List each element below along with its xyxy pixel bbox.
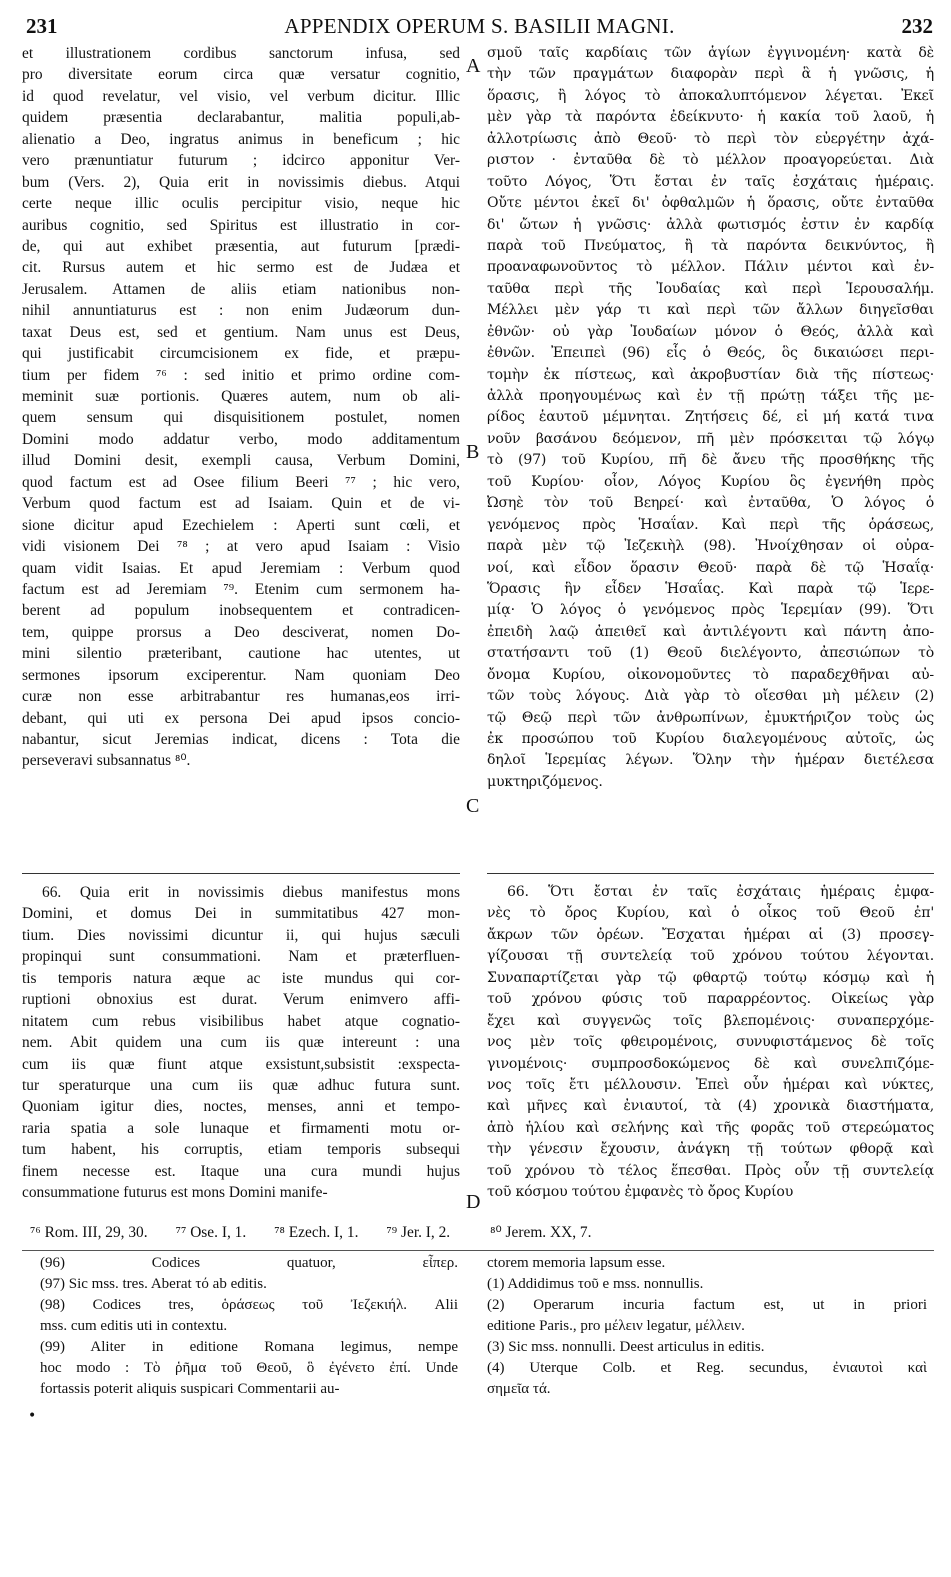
latin-line: illud Domini desit, exempli causa, Verbum Domini, xyxy=(22,452,460,470)
footnote-rule xyxy=(22,1250,934,1251)
latin-line: mini silentio præteribant, cautione hac utentes, ut xyxy=(22,645,460,663)
greek-line: γινομένοις· συμπροσδοκώμενος δὲ καὶ συνελπιζόμε- xyxy=(487,1055,934,1072)
latin-line: meminit suæ portionis. Quæres autem, num ob ali- xyxy=(22,388,460,405)
greek-line: καὶ μῆνες καὶ ἐνιαυτοί, τὰ (4) χρονικὰ διαστήματα, xyxy=(487,1098,934,1115)
scripture-reference: ⁷⁶ Rom. III, 29, 30. xyxy=(30,1224,148,1241)
greek-line: παρὰ τοῦ Πνεύματος, ἢ τὰ παρόντα δεικνύντος, ἢ xyxy=(487,237,934,254)
latin-line: quod factum est ad Osee filium Beeri ⁷⁷ ; hic vero, xyxy=(22,473,460,491)
greek-line: δηλοῖ Ἱερεμίας λέγων. Ὅλην τὴν ἡμέραν διετέλεσα xyxy=(487,752,934,769)
critical-notes-left xyxy=(40,1253,458,1400)
latin-line: consummatione futurus est mons Domini manife- xyxy=(22,1184,328,1202)
greek-line: τοῦ χρόνου τὸ τέλος ἕπεσθαι. Πρὸς οὖν τῇ συντελείᾳ xyxy=(487,1162,934,1179)
greek-line: στατήσαντι τοῦ (1) Θεοῦ διελέγοντο, ἀπεσιώπων τὸ xyxy=(487,645,934,662)
page-number-right: 232 xyxy=(901,14,933,38)
greek-line: γίζουσαι τῇ συντελείᾳ τοῦ χρόνου τούτου λέγονται. xyxy=(487,948,934,965)
margin-marker-d: D xyxy=(466,1191,481,1213)
latin-line: qui justificabit circumcisionem ex fide, et præpu- xyxy=(22,345,460,363)
greek-line: ἐκ προσώπου τοῦ Κυρίου διαλεγομένους αὐτοῖς, ὡς xyxy=(487,731,934,747)
greek-line: ἀλλοτρίωσις ἀπὸ Θεοῦ· τὸ περὶ τὸν εὐεργέτην ἀχά- xyxy=(487,130,934,147)
latin-line: quam vidit Isaias. Et apud Jeremiam : Verbum quod xyxy=(22,559,460,577)
note-line: hoc modo : Τὸ ῥῆμα τοῦ Θεοῦ, ὃ ἐγένετο ἐπί. Unde xyxy=(40,1360,458,1376)
latin-line: curæ non esse arbitrabantur res humanas,eos irri- xyxy=(22,688,460,706)
scripture-references xyxy=(30,1222,930,1244)
greek-line: Ὅρασις ἣν εἶδεν Ἡσαΐας. Καὶ παρὰ τῷ Ἱερε- xyxy=(487,580,934,597)
latin-line: nitatem cum rebus visibilibus habet atque cognatio- xyxy=(22,1012,460,1030)
greek-line: τὴν γένεσιν ἔχουσιν, ἀνάγκη τῇ τούτων φθορᾷ καὶ xyxy=(487,1141,934,1158)
greek-line: παρὰ μὲν τῷ Ἰεζεκιὴλ (98). Ἠνοίχθησαν οἱ οὐρα- xyxy=(487,538,934,555)
greek-section-66 xyxy=(487,882,934,1204)
greek-line: νοῦν βασάνου δεόμενον, πῆ μὲν πρόσκειται τῷ λόγῳ xyxy=(487,430,934,447)
latin-text-column xyxy=(22,43,460,772)
running-header xyxy=(26,14,933,44)
latin-line: et illustrationem cordibus sanctorum infusa, sed xyxy=(22,45,460,62)
greek-line: Οὔτε μέντοι ἐκεῖ δι' ὀφθαλμῶν ἡ ὅρασις, οὔτε ἐνταῦθα xyxy=(487,195,934,212)
latin-line: tium per fidem ⁷⁶ : sed initio et primo ordine com- xyxy=(22,366,460,384)
latin-line: sione dicitur apud Ezechielem : Aperti sunt cœli, et xyxy=(22,516,460,534)
latin-line: 66. Quia erit in novissimis diebus manifestus mons xyxy=(42,884,460,901)
greek-line: μὲν γὰρ τὰ παρόντα ἐδείκνυτο· ἡ κακία τοῦ λαοῦ, ἡ xyxy=(487,109,934,126)
latin-line: Verbum quod factum est ad Isaiam. Quin et de vi- xyxy=(22,495,460,513)
latin-line: id quod revelatur, vel visio, vel verbum dicitur. Illic xyxy=(22,87,460,105)
latin-line: Jerusalem. Attamen de aliis etiam nationibus non- xyxy=(22,280,460,298)
page-number-left: 231 xyxy=(26,14,58,38)
note-line: (2) Operarum incuria factum est, ut in priori xyxy=(487,1297,927,1313)
greek-line: τῷ Θεῷ περὶ τῶν ἀνθρωπίνων, ἐμυκτήριζον τοὺς ὡς xyxy=(487,709,934,726)
latin-line: pro diversitate eorum circa quæ versatur cognitio, xyxy=(22,66,460,84)
greek-line: σμοῦ ταῖς καρδίαις τῶν ἁγίων ἐγγινομένη· κατὰ δὲ xyxy=(487,45,934,61)
latin-line: Domini modo addatur verbo, modo additamentum xyxy=(22,430,460,448)
greek-line: τοῦτο Λόγος, Ὅτι ἔσται ἐν ταῖς ἐσχάταις ἡμέραις. xyxy=(487,173,934,190)
latin-line: tis temporis natura æque ac iste mundus qui cor- xyxy=(22,969,460,987)
greek-text-column xyxy=(487,43,934,793)
greek-line: μυκτηριζόμενος. xyxy=(487,773,603,790)
section-divider-left xyxy=(22,873,460,874)
latin-line: debant, qui uti ex persona Dei apud ipsos concio- xyxy=(22,709,460,727)
greek-line: ἐθνῶν. Ἐπειπεὶ (96) εἷς ὁ Θεός, ὃς δικαιώσει περι- xyxy=(487,345,934,362)
greek-line: ἀπὸ ἡλίου καὶ σελήνης καὶ τῆς φορᾶς τοῦ στερεώματος xyxy=(487,1119,934,1136)
greek-line: Ὠσηὲ τὸν τοῦ Βεηρεί· καὶ ἐνταῦθα, Ὁ λόγος ὁ xyxy=(487,495,934,512)
greek-line: ἀλλὰ προηγουμένως καὶ ἐν τῇ πρώτῃ τάξει τῆς με- xyxy=(487,388,934,404)
latin-line: taxat Deus est, sed et gentium. Nam unus est Deus, xyxy=(22,323,460,341)
critical-notes-right xyxy=(487,1253,927,1400)
greek-line: Μέλλει μὲν γάρ τι καὶ περὶ τῶν ἄλλων διηγεῖσθαι xyxy=(487,302,934,319)
latin-line: quem sensum qui disquisitionem postulet, nomen xyxy=(22,409,460,427)
printer-mark: • xyxy=(28,1408,37,1424)
greek-line: τὸ (97) τοῦ Κυρίου, πῆ δὲ ἄνευ τῆς προσθήκης τῆς xyxy=(487,452,934,469)
latin-line: nihil annuntiaturus est : non enim Judæorum dun- xyxy=(22,302,460,320)
note-line: fortassis poterit aliquis suspicari Commentarii au- xyxy=(40,1381,340,1397)
greek-line: τοῦ κόσμου τούτου ἐμφανὲς τὸ ὄρος Κυρίου xyxy=(487,1184,794,1201)
note-line: mss. cum editis uti in contextu. xyxy=(40,1318,228,1334)
margin-marker-a: A xyxy=(466,55,481,77)
greek-line: νὲς τὸ ὄρος Κυρίου, καὶ ὁ οἶκος τοῦ Θεοῦ ἐπ' xyxy=(487,905,934,922)
latin-line: quidem præsentia declarabantur, malitia populi,ab- xyxy=(22,109,460,127)
latin-line: raria spatia a sole lunaque et firmamenti motu or- xyxy=(22,1119,460,1137)
note-line: (99) Aliter in editione Romana legimus, nempe xyxy=(40,1339,458,1355)
latin-line: ruptioni obnoxius est durat. Verum enimvero affi- xyxy=(22,991,460,1009)
latin-line: bum (Vers. 2), Quia erit in novissimis diebus. Atqui xyxy=(22,173,460,191)
note-line: σημεῖα τά. xyxy=(487,1381,551,1397)
greek-line: 66. Ὅτι ἔσται ἐν ταῖς ἐσχάταις ἡμέραις ἐμφα- xyxy=(507,884,934,900)
greek-line: προαναφωνοῦντος τὸ μέλλον. Πάλιν μέντοι καὶ ἐν- xyxy=(487,259,934,276)
scripture-reference: ⁷⁸ Ezech. I, 1. xyxy=(274,1224,359,1241)
greek-line: τοῦ Κυρίου· οἷον, Λόγος Κυρίου ὃς ἐγενήθη πρὸς xyxy=(487,473,934,490)
latin-line: de, qui aut exhibet præsentia, aut futurum [prædi- xyxy=(22,237,460,255)
note-line: ctorem memoria lapsum esse. xyxy=(487,1255,666,1271)
latin-line: cum iis quæ fiunt atque exsistunt,subsistit :exspecta- xyxy=(22,1055,460,1073)
latin-line: Quoniam igitur dies, noctes, menses, anni et tempo- xyxy=(22,1098,460,1116)
latin-section-66 xyxy=(22,882,460,1204)
scripture-reference: ⁷⁹ Jer. I, 2. xyxy=(386,1224,451,1241)
note-line: (96) Codices quatuor, εἶπερ. xyxy=(40,1255,458,1271)
latin-line: sermones ipsorum exciperentur. Nam quoniam Deo xyxy=(22,666,460,684)
margin-marker-c: C xyxy=(466,795,480,817)
note-line: editione Paris., pro μέλειν legatur, μέλλειν. xyxy=(487,1318,745,1334)
latin-line: nabantur, sicut Jeremias indicat, dicens : Tota die xyxy=(22,731,460,748)
greek-line: Συναπαρτίζεται γὰρ τῷ φθαρτῷ τούτῳ κόσμῳ καὶ ἡ xyxy=(487,969,934,986)
latin-line: alienatio a Deo, ingratus animus in beneficum ; hic xyxy=(22,130,460,148)
greek-line: ριστον · ἐνταῦθα δὲ τὸ μέλλον προαγορεύεται. Διὰ xyxy=(487,152,934,169)
latin-line: nem. Abit quidem una cum iis quæ intereunt : una xyxy=(22,1034,460,1052)
latin-line: vidi visionem Dei ⁷⁸ ; at vero apud Isaiam : Visio xyxy=(22,538,460,556)
scripture-reference: ⁷⁷ Ose. I, 1. xyxy=(175,1224,247,1241)
greek-line: δι' ὤτων ἡ γνῶσις· ἀλλὰ φωτισμός ἐστιν ἐν καρδίᾳ xyxy=(487,216,934,233)
greek-line: νοί, καὶ εἶδον ὅρασιν Θεοῦ· παρὰ δὲ τῷ Ἡσαΐᾳ· xyxy=(487,559,934,576)
greek-line: ρίδος ἑαυτοῦ μέμνηται. Ζητήσεις δέ, εἰ μή κατά τινα xyxy=(487,409,934,426)
greek-line: νος μὲν τοῖς φθειρομένοις, συνυφιστάμενος δὲ τοῖς xyxy=(487,1034,934,1051)
latin-line: factum est ad Jeremiam ⁷⁹. Etenim cum sermonem ha- xyxy=(22,580,460,598)
margin-marker-b: B xyxy=(466,441,480,463)
note-line: (3) Sic mss. nonnulli. Deest articulus in editis. xyxy=(487,1339,765,1355)
latin-line: Domini, et domus Dei in summitatibus 427 mon- xyxy=(22,905,460,923)
greek-line: τομὴν ἐκ πίστεως, καὶ ἀκροβυστίαν διὰ τῆς πίστεως· xyxy=(487,366,934,383)
greek-line: ταῦθα περὶ τῆς Ἰουδαίας καὶ περὶ Ἱερουσαλήμ. xyxy=(487,280,934,297)
running-title: APPENDIX OPERUM S. BASILII MAGNI. xyxy=(284,14,675,38)
greek-line: τῶν τοὺς λόγους. Διὰ γὰρ τὸ οἴεσθαι μὴ μέλειν (2) xyxy=(487,688,934,705)
greek-line: ἔχει καὶ συγγενῶς τοῖς βλεπομένοις· συναπερχόμε- xyxy=(487,1012,934,1029)
greek-line: ἐπειδὴ λαῷ ἀπειθεῖ καὶ ἀντιλέγοντι καὶ πάντη ἀπο- xyxy=(487,623,934,640)
latin-line: tum habent, his corruptis, etiam temporis subsequi xyxy=(22,1141,460,1159)
greek-line: ὅρασις, ἢ λόγος τὸ ἀποκαλυπτόμενον λέγεται. Ἐκεῖ xyxy=(487,87,934,104)
latin-line: certe neque illic oculis percipitur visio, neque hic xyxy=(22,195,460,213)
note-line: (1) Addidimus τοῦ e mss. nonnullis. xyxy=(487,1276,704,1292)
latin-line: vero prænuntiatur futurum ; idcirco apponitur Ver- xyxy=(22,152,460,170)
greek-line: ἄκρων τῶν ὀρέων. Ἔσχαται ἡμέραι αἱ (3) προσεγ- xyxy=(487,926,934,943)
greek-line: τὴν τῶν πραγμάτων διαφορὰν περὶ ἃ ἡ γνῶσις, ἡ xyxy=(487,66,934,83)
latin-line: propinqui sunt consummationi. Nam et præterfluen- xyxy=(22,948,460,966)
latin-line: perseveravi subsannatus ⁸⁰. xyxy=(22,752,191,770)
greek-line: νος τοῖς ἔτι μέλλουσιν. Ἐπεὶ οὖν ἡμέραι καὶ νύκτες, xyxy=(487,1076,934,1093)
note-line: (98) Codices tres, ὁράσεως τοῦ Ἰεζεκιήλ. Alii xyxy=(40,1297,458,1313)
greek-line: μίᾳ· Ὁ λόγος ὁ γενόμενος πρὸς Ἱερεμίαν (99). Ὅτι xyxy=(487,602,934,619)
greek-line: γενόμενος πρὸς Ἡσαΐαν. Καὶ περὶ τῆς ὁράσεως, xyxy=(487,516,934,533)
latin-line: finem necesse est. Itaque una cura mundi hujus xyxy=(22,1162,460,1180)
latin-line: auribus cognitio, sed Spiritus est illustratio in cor- xyxy=(22,216,460,234)
latin-line: tium. Dies novissimi dicuntur ii, qui hujus sæculi xyxy=(22,926,460,944)
greek-line: ὄνομα Κυρίου, οἰκονομοῦντες τὸ παραδεχθῆναι αὐ- xyxy=(487,666,934,683)
note-line: (97) Sic mss. tres. Aberat τό ab editis. xyxy=(40,1276,267,1292)
latin-line: berent ad populum inobsequentem et contradicen- xyxy=(22,602,460,620)
scripture-reference: ⁸⁰ Jerem. XX, 7. xyxy=(490,1224,592,1241)
latin-line: tem, quippe prorsus a Deo desciverat, nomen Do- xyxy=(22,623,460,641)
greek-line: ἐθνῶν· οὐ γὰρ Ἰουδαίων μόνον ὁ Θεός, ἀλλὰ καὶ xyxy=(487,323,934,340)
latin-line: tur speraturque una cum iis quæ adhuc futura sunt. xyxy=(22,1076,460,1094)
greek-line: τοῦ χρόνου φύσις τοῦ παραρρέοντος. Οἰκείως γὰρ xyxy=(487,991,934,1008)
section-divider-right xyxy=(487,873,934,874)
latin-line: cit. Rursus autem et hic sermo est de Judæa et xyxy=(22,259,460,277)
note-line: (4) Uterque Colb. et Reg. secundus, ἐνιαυτοὶ καὶ xyxy=(487,1360,927,1376)
